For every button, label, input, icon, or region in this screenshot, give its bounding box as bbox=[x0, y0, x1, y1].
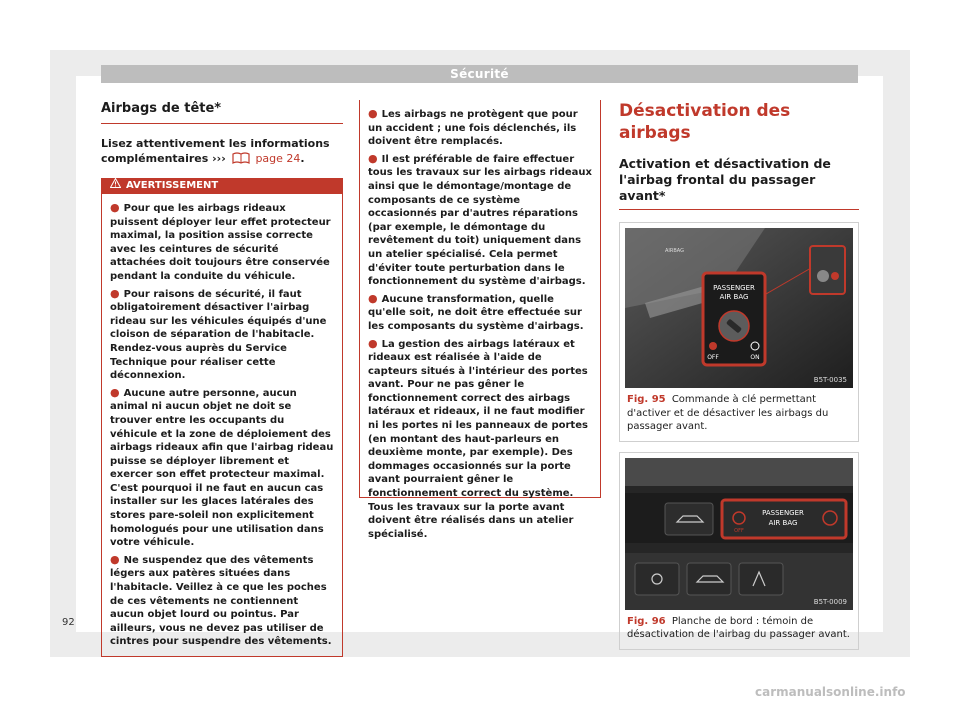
figure-caption: Fig. 96 Planche de bord : témoin de désactivation de l'airbag du passager avant. bbox=[627, 615, 850, 640]
switch-label-1: PASSENGER bbox=[713, 284, 755, 292]
bullet-icon: ● bbox=[368, 336, 378, 350]
on-label: ON bbox=[750, 354, 760, 361]
running-header: Sécurité bbox=[101, 65, 858, 83]
list-item: ● Pour que les airbags rideaux puissent déployer leur effet protecteur maximal, la position assise correcte avec les ceintures de sécurité attachées doit toujours être conservée pendant la conduite du véhicule. bbox=[110, 201, 331, 282]
figure-caption: Fig. 95 Commande à clé permettant d'activer et de désactiver les airbags du passager avant. bbox=[627, 394, 829, 432]
column-middle bbox=[359, 100, 601, 540]
intro-text: Lisez attentivement les informations complémentaires bbox=[101, 137, 330, 165]
list-item: ● Aucune transformation, quelle qu'elle soit, ne doit être effectuée sur les composants du système d'airbags. bbox=[368, 291, 584, 332]
key-switch-illustration bbox=[625, 228, 853, 388]
sub-heading: Activation et désactivation de l'airbag frontal du passager avant* bbox=[619, 156, 859, 210]
figure-96 bbox=[619, 452, 859, 650]
figure-95 bbox=[619, 222, 859, 442]
list-item: ● Les airbags ne protègent que pour un accident ; une fois déclenchés, ils doivent être remplacés. bbox=[368, 107, 578, 148]
section-heading: Airbags de tête* bbox=[101, 100, 343, 124]
column-left bbox=[101, 100, 343, 657]
warning-list-continued bbox=[368, 107, 592, 541]
intro-end: . bbox=[300, 152, 305, 165]
warning-list bbox=[102, 194, 342, 649]
watermark: carmanualsonline.info bbox=[755, 685, 906, 699]
bullet-icon: ● bbox=[368, 151, 378, 165]
bullet-icon: ● bbox=[110, 286, 120, 300]
page-link[interactable]: page 24 bbox=[255, 152, 301, 165]
warning-box-continued bbox=[359, 100, 601, 540]
figure-image bbox=[625, 458, 853, 610]
indicator-off-label: OFF bbox=[734, 527, 744, 534]
chapter-title: Désactivation des airbags bbox=[619, 101, 791, 143]
warning-label: AVERTISSEMENT bbox=[126, 180, 219, 191]
dashboard-illustration bbox=[625, 458, 853, 610]
figure-number: Fig. 96 bbox=[627, 615, 666, 627]
intro-paragraph bbox=[101, 136, 343, 168]
bullet-icon: ● bbox=[110, 385, 120, 399]
list-item: ● Ne suspendez que des vêtements légers aux patères situées dans l'habitacle. Veillez à ce que les poches de ces vêtements ne contiennent aucun objet lourd ou pointus. Par ailleurs, vous ne devez pas utiliser de cintres pour suspendre des vêtements. bbox=[110, 552, 332, 648]
list-item: ● Aucune autre personne, aucun animal ni aucun objet ne doit se trouver entre les occupants du véhicule et la zone de déploiement des airbags rideaux afin que l'airbag rideau puisse se déployer librement et exercer son effet protecteur maximal. C'est pourquoi il ne faut en aucun cas installer sur les glaces latérales des stores pare-soleil non explicitement homologués pour une utilisation dans votre véhicule. bbox=[110, 385, 334, 549]
warning-header bbox=[102, 178, 342, 194]
figure-code: B5T-0035 bbox=[813, 376, 847, 384]
panel-label: AIRBAG bbox=[665, 248, 685, 254]
warning-box bbox=[101, 178, 343, 657]
bullet-icon: ● bbox=[110, 201, 120, 214]
switch-label-2: AIR BAG bbox=[719, 293, 749, 301]
list-item: ● La gestion des airbags latéraux et rideaux est réalisée à l'aide de capteurs situés à l'intérieur des portes avant. Pour ne pas gêner le fonctionnement correct des airbags latéraux et rideaux, il ne faut modifier ni les portes ni les panneaux de portes (en montant des haut-parleurs en deuxième monte, par exemple). Des dommages occasionnés sur la porte avant pourraient gêner le fonctionnement correct du système. Tous les travaux sur la porte avant doivent être réalisés dans un atelier spécialisé. bbox=[368, 336, 588, 540]
figure-code: B5T-0009 bbox=[813, 597, 847, 606]
column-right bbox=[619, 100, 859, 660]
page-number: 92 bbox=[62, 617, 75, 628]
book-icon bbox=[232, 152, 250, 168]
list-item: ● Il est préférable de faire effectuer tous les travaux sur les airbags rideaux ainsi que le démontage/montage de composants de ce système occasionnés par d'autres réparations (par exemple, le démontage du revêtement du toit) uniquement dans un atelier spécialisé. Cela permet d'éviter toute perturbation dans le fonctionnement du système d'airbags. bbox=[368, 151, 592, 288]
bullet-icon: ● bbox=[110, 552, 120, 566]
indicator-label-1: PASSENGER bbox=[762, 508, 804, 517]
figure-number: Fig. 95 bbox=[627, 394, 666, 405]
bullet-icon: ● bbox=[368, 291, 378, 305]
off-label: OFF bbox=[707, 354, 719, 361]
warning-icon bbox=[110, 178, 121, 194]
list-item: ● Pour raisons de sécurité, il faut obligatoirement désactiver l'airbag rideau sur les véhicules équipés d'une cloison de séparation de l'habitacle. Rendez-vous auprès du Service Technique pour réaliser cette déconnexion. bbox=[110, 286, 327, 382]
bullet-icon: ● bbox=[368, 107, 378, 120]
chevrons: ››› bbox=[212, 152, 226, 165]
figure-image bbox=[625, 228, 853, 388]
indicator-label-2: AIR BAG bbox=[768, 518, 798, 527]
